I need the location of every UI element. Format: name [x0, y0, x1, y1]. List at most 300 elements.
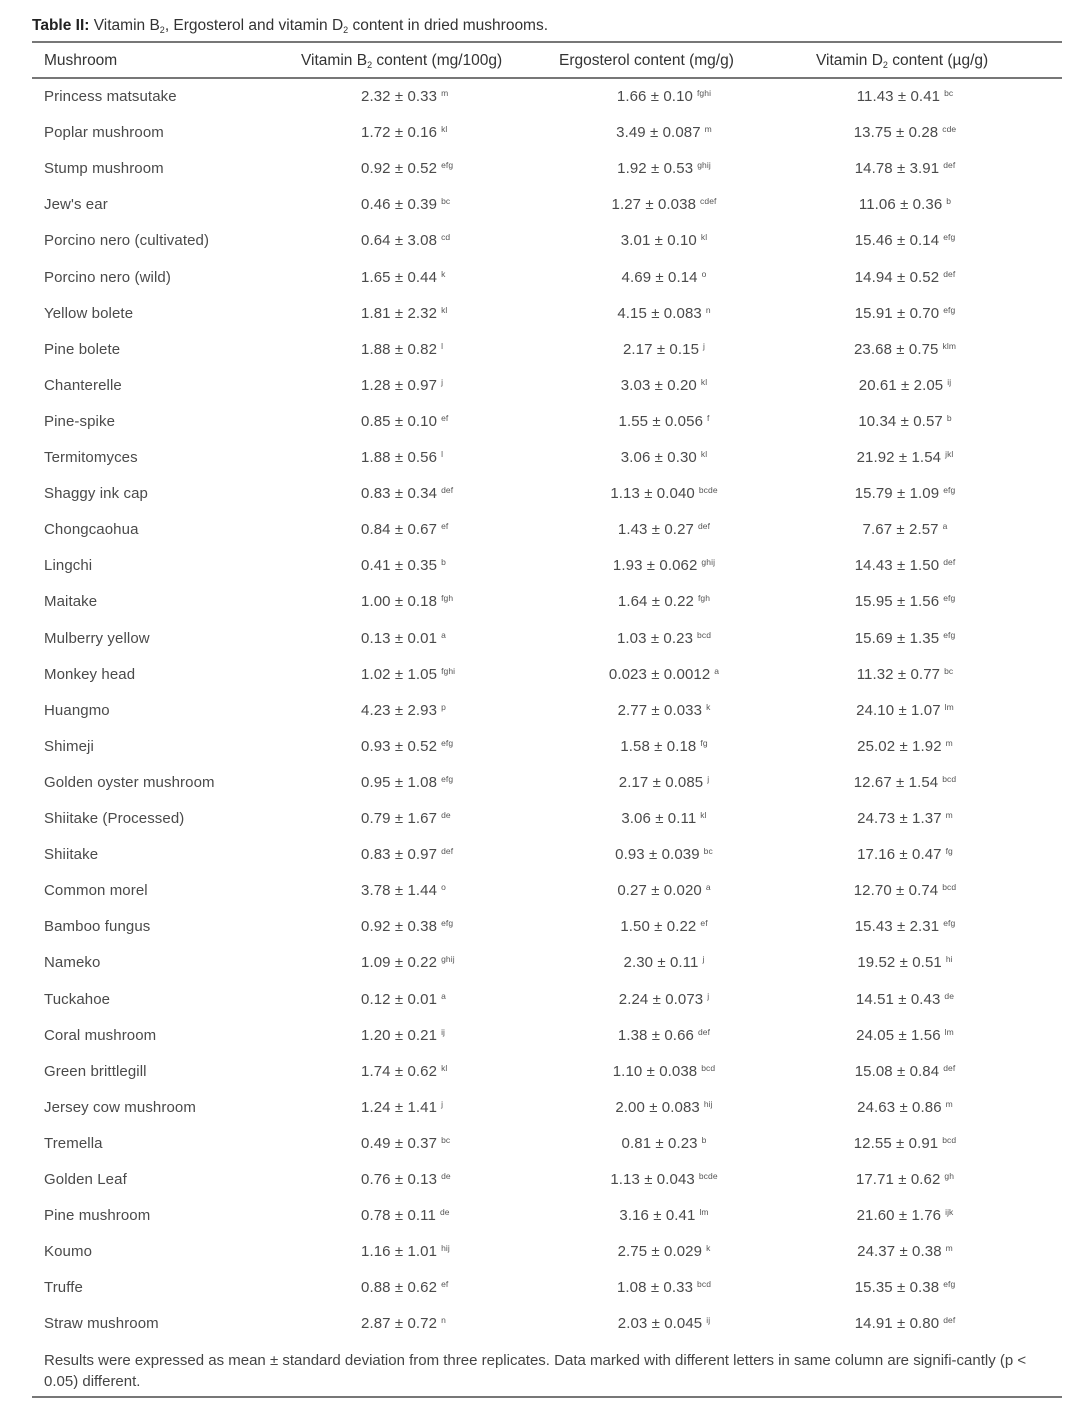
cell-ergosterol-significance-letters: kl [700, 810, 707, 820]
table-row [0, 333, 1080, 369]
cell-mushroom-name [44, 1099, 196, 1116]
cell-ergosterol-value: 2.03 ± 0.045 [617, 1315, 703, 1333]
cell-ergosterol [559, 557, 769, 574]
cell-vitamin-b2-value: 0.83 ± 0.97 [361, 846, 438, 864]
cell-vitamin-b2-significance-letters: kl [441, 304, 448, 315]
cell-vitamin-b2 [361, 1099, 443, 1116]
cell-vitamin-d2-value: 14.43 ± 1.50 [854, 557, 940, 575]
cell-mushroom-name [44, 1315, 159, 1332]
cell-vitamin-b2 [361, 305, 447, 322]
cell-vitamin-b2-significance-letters: n [441, 1315, 446, 1326]
cell-vitamin-d2-significance-letters: def [943, 1315, 956, 1326]
cell-vitamin-b2-value: 0.78 ± 0.11 [361, 1207, 436, 1225]
table-row [0, 694, 1080, 730]
cell-mushroom-name [44, 630, 150, 647]
cell-vitamin-b2-value: 4.23 ± 2.93 [361, 701, 438, 719]
cell-vitamin-b2-value: 1.72 ± 0.16 [361, 124, 438, 142]
cell-vitamin-b2 [361, 1279, 448, 1296]
cell-mushroom-name-value: Monkey head [44, 665, 136, 683]
cell-vitamin-d2-value: 14.51 ± 0.43 [855, 990, 941, 1008]
cell-mushroom-name-value: Shiitake [44, 846, 99, 864]
cell-ergosterol [559, 232, 769, 249]
cell-vitamin-d2-significance-letters: def [943, 1062, 956, 1073]
table-row [0, 1307, 1080, 1343]
cell-vitamin-d2-significance-letters: efg [943, 304, 956, 315]
cell-vitamin-b2 [361, 341, 443, 358]
cell-vitamin-d2-value: 20.61 ± 2.05 [858, 376, 944, 394]
cell-mushroom-name-value: Koumo [44, 1243, 93, 1261]
table-caption [32, 17, 1062, 35]
cell-vitamin-b2 [361, 846, 453, 863]
cell-vitamin-d2-value: 15.95 ± 1.56 [854, 593, 940, 611]
table-row [0, 1127, 1080, 1163]
cell-mushroom-name-value: Pine-spike [44, 412, 116, 430]
cell-ergosterol-value: 2.75 ± 0.029 [617, 1243, 703, 1261]
cell-ergosterol [559, 413, 769, 430]
cell-vitamin-d2 [810, 413, 1000, 430]
cell-vitamin-b2-value: 0.76 ± 0.13 [361, 1171, 438, 1188]
cell-vitamin-d2-significance-letters: fg [945, 846, 953, 857]
cell-vitamin-d2 [810, 630, 1000, 647]
cell-ergosterol [559, 305, 769, 322]
header-b2-text: Vitamin B [301, 52, 368, 69]
cell-vitamin-b2-significance-letters: efg [441, 918, 454, 929]
cell-ergosterol-significance-letters: bcd [697, 629, 712, 640]
cell-vitamin-b2-significance-letters: bc [441, 196, 451, 207]
cell-ergosterol [559, 1315, 769, 1332]
table-row [0, 405, 1080, 441]
cell-ergosterol [559, 485, 769, 502]
cell-vitamin-b2 [361, 521, 448, 538]
cell-vitamin-d2 [810, 774, 1000, 791]
cell-vitamin-b2-value: 1.24 ± 1.41 [361, 1098, 438, 1116]
cell-vitamin-b2-significance-letters: ef [441, 521, 449, 532]
cell-mushroom-name [44, 557, 92, 574]
cell-vitamin-d2-significance-letters: def [943, 557, 956, 568]
cell-vitamin-b2-value: 0.41 ± 0.35 [361, 557, 438, 575]
cell-mushroom-name-value: Shaggy ink cap [44, 485, 148, 503]
cell-vitamin-d2 [810, 918, 1000, 935]
cell-vitamin-d2-significance-letters: b [946, 412, 952, 423]
cell-ergosterol-significance-letters: fgh [697, 593, 711, 604]
cell-mushroom-name [44, 232, 209, 249]
cell-vitamin-b2 [361, 124, 447, 141]
header-d2-text: Vitamin D [816, 52, 883, 69]
cell-ergosterol-value: 1.03 ± 0.23 [616, 629, 694, 647]
cell-vitamin-d2-value: 23.68 ± 0.75 [853, 340, 939, 358]
cell-vitamin-b2-value: 0.92 ± 0.52 [361, 160, 438, 178]
cell-vitamin-b2 [361, 269, 445, 286]
cell-vitamin-d2-value: 11.43 ± 0.41 [856, 88, 941, 105]
cell-mushroom-name [44, 666, 135, 683]
cell-vitamin-d2-significance-letters: ij [947, 376, 952, 387]
cell-ergosterol [559, 1063, 769, 1080]
cell-ergosterol-value: 4.15 ± 0.083 [617, 304, 702, 322]
cell-vitamin-d2 [810, 232, 1000, 249]
cell-mushroom-name-value: Shimeji [44, 737, 94, 755]
cell-vitamin-b2-value: 1.00 ± 0.18 [361, 593, 438, 611]
cell-ergosterol-significance-letters: b [701, 1134, 707, 1145]
cell-mushroom-name-value: Termitomyces [44, 449, 138, 466]
cell-ergosterol-value: 0.93 ± 0.039 [615, 846, 700, 864]
cell-ergosterol [559, 882, 769, 899]
cell-vitamin-d2 [810, 666, 1000, 683]
cell-vitamin-d2-significance-letters: bcd [942, 773, 957, 784]
cell-ergosterol-value: 1.50 ± 0.22 [620, 918, 697, 936]
cell-vitamin-d2-value: 14.94 ± 0.52 [854, 268, 940, 286]
cell-vitamin-d2-value: 15.79 ± 1.09 [854, 485, 940, 503]
cell-mushroom-name [44, 1027, 156, 1044]
header-b2-unit: content (mg/100g) [372, 52, 503, 69]
cell-vitamin-b2-value: 1.88 ± 0.82 [361, 340, 438, 358]
cell-vitamin-b2-significance-letters: efg [441, 737, 454, 748]
cell-mushroom-name [44, 485, 148, 502]
cell-vitamin-b2-significance-letters: hij [441, 1243, 450, 1254]
cell-ergosterol-significance-letters: ef [700, 918, 708, 929]
cell-vitamin-d2-significance-letters: bcd [942, 882, 957, 893]
cell-vitamin-b2-value: 1.28 ± 0.97 [361, 376, 438, 394]
cell-vitamin-d2-significance-letters: def [943, 268, 956, 279]
cell-mushroom-name-value: Stump mushroom [44, 160, 164, 178]
cell-ergosterol-significance-letters: j [707, 990, 710, 1001]
cell-vitamin-d2-value: 12.70 ± 0.74 [853, 882, 939, 900]
cell-ergosterol [559, 846, 769, 863]
cell-vitamin-d2 [810, 1279, 1000, 1296]
cell-vitamin-b2 [361, 88, 448, 105]
cell-vitamin-b2-value: 1.20 ± 0.21 [361, 1026, 438, 1044]
cell-ergosterol-value: 3.06 ± 0.11 [621, 810, 697, 827]
cell-vitamin-d2 [810, 269, 1000, 286]
cell-ergosterol [559, 449, 769, 466]
cell-mushroom-name [44, 1135, 103, 1152]
cell-ergosterol-significance-letters: fghi [696, 88, 712, 98]
cell-vitamin-b2 [361, 810, 451, 827]
table-row [0, 477, 1080, 513]
cell-vitamin-d2-significance-letters: bc [944, 665, 954, 676]
cell-ergosterol-significance-letters: kl [700, 376, 708, 387]
cell-vitamin-b2-value: 0.49 ± 0.37 [361, 1134, 438, 1152]
cell-vitamin-d2-significance-letters: de [944, 990, 955, 1001]
cell-ergosterol [559, 1099, 769, 1116]
cell-vitamin-d2-value: 24.37 ± 0.38 [857, 1243, 942, 1261]
table-header-rule [32, 77, 1062, 79]
cell-vitamin-d2-significance-letters: m [945, 1098, 953, 1109]
table-row [0, 1091, 1080, 1127]
table-row [0, 802, 1080, 838]
cell-vitamin-b2-significance-letters: bc [441, 1134, 451, 1145]
cell-ergosterol-value: 1.10 ± 0.038 [612, 1062, 698, 1080]
cell-ergosterol-significance-letters: j [702, 954, 705, 965]
cell-ergosterol [559, 918, 769, 935]
table-row [0, 369, 1080, 405]
cell-vitamin-b2-significance-letters: ef [441, 412, 449, 423]
cell-ergosterol-value: 1.92 ± 0.53 [617, 160, 694, 178]
cell-mushroom-name-value: Mulberry yellow [44, 629, 150, 647]
cell-mushroom-name-value: Bamboo fungus [44, 918, 151, 936]
table-row [0, 261, 1080, 297]
cell-ergosterol [559, 377, 769, 394]
header-mushroom: Mushroom [44, 52, 118, 69]
cell-ergosterol-significance-letters: n [705, 304, 711, 315]
cell-ergosterol-value: 2.17 ± 0.085 [618, 773, 704, 791]
cell-ergosterol [559, 124, 769, 141]
cell-ergosterol-significance-letters: ghij [697, 160, 711, 171]
table-row [0, 188, 1080, 224]
cell-mushroom-name-value: Jersey cow mushroom [44, 1098, 196, 1116]
cell-vitamin-b2-significance-letters: def [441, 485, 454, 496]
cell-vitamin-b2-significance-letters: de [441, 810, 451, 820]
header-d2-unit: content (µg/g) [887, 52, 989, 69]
cell-vitamin-b2-value: 0.46 ± 0.39 [361, 196, 438, 214]
cell-vitamin-d2-value: 14.78 ± 3.91 [854, 160, 940, 178]
cell-ergosterol-significance-letters: fg [700, 737, 708, 748]
cell-mushroom-name-value: Yellow bolete [44, 304, 134, 322]
table-row [0, 224, 1080, 260]
cell-vitamin-d2-value: 11.06 ± 0.36 [858, 196, 943, 214]
cell-ergosterol-value: 3.03 ± 0.20 [620, 376, 697, 394]
cell-vitamin-d2-significance-letters: def [943, 160, 956, 171]
cell-mushroom-name [44, 449, 138, 466]
caption-label: Table II: [32, 17, 90, 34]
cell-ergosterol-value: 3.06 ± 0.30 [620, 449, 697, 466]
caption-text-1: Vitamin B [93, 17, 160, 34]
cell-mushroom-name [44, 1207, 150, 1224]
cell-ergosterol [559, 160, 769, 177]
cell-vitamin-d2-value: 21.60 ± 1.76 [856, 1207, 942, 1225]
cell-vitamin-d2 [810, 1207, 1000, 1224]
cell-vitamin-d2-significance-letters: jkl [945, 449, 954, 459]
cell-ergosterol-value: 1.66 ± 0.10 [616, 88, 693, 105]
cell-mushroom-name-value: Pine bolete [44, 340, 121, 358]
header-d2-sub: 2 [882, 60, 888, 70]
cell-ergosterol-value: 1.38 ± 0.66 [617, 1026, 694, 1044]
cell-vitamin-b2-significance-letters: kl [441, 1062, 448, 1073]
header-vitamin-d2 [816, 52, 988, 70]
cell-mushroom-name-value: Princess matsutake [44, 88, 177, 105]
cell-vitamin-d2 [810, 702, 1000, 719]
cell-vitamin-b2-significance-letters: kl [441, 124, 448, 135]
cell-ergosterol-significance-letters: bcde [698, 1171, 718, 1181]
header-ergosterol: Ergosterol content (mg/g) [559, 52, 734, 69]
cell-mushroom-name-value: Chongcaohua [44, 521, 139, 539]
cell-vitamin-d2-significance-letters: efg [943, 918, 956, 929]
cell-vitamin-b2-value: 0.92 ± 0.38 [361, 918, 438, 936]
cell-vitamin-d2-significance-letters: cde [942, 124, 957, 135]
table-row [0, 910, 1080, 946]
cell-mushroom-name [44, 702, 110, 719]
cell-ergosterol-significance-letters: def [697, 1026, 711, 1037]
cell-ergosterol-significance-letters: kl [700, 449, 708, 459]
cell-mushroom-name-value: Coral mushroom [44, 1026, 157, 1044]
cell-ergosterol [559, 954, 769, 971]
cell-ergosterol-significance-letters: k [706, 1243, 711, 1254]
table-row [0, 1271, 1080, 1307]
caption-text-3: content in dried mushrooms. [348, 17, 549, 34]
cell-vitamin-b2 [361, 377, 443, 394]
cell-vitamin-b2 [361, 449, 443, 466]
cell-vitamin-b2 [361, 413, 448, 430]
cell-ergosterol [559, 341, 769, 358]
cell-vitamin-d2-significance-letters: efg [943, 1279, 956, 1290]
cell-vitamin-b2-significance-letters: o [441, 882, 446, 893]
table-row [0, 1019, 1080, 1055]
cell-ergosterol-value: 0.023 ± 0.0012 [608, 665, 711, 683]
cell-vitamin-d2-significance-letters: efg [943, 232, 956, 243]
cell-vitamin-d2-significance-letters: m [945, 737, 953, 748]
cell-vitamin-d2 [810, 305, 1000, 322]
cell-vitamin-b2-significance-letters: a [441, 629, 446, 640]
cell-ergosterol-significance-letters: a [705, 882, 711, 893]
cell-mushroom-name [44, 810, 184, 827]
cell-mushroom-name [44, 882, 148, 899]
cell-vitamin-b2-significance-letters: ef [441, 1279, 449, 1290]
cell-ergosterol [559, 1135, 769, 1152]
cell-vitamin-b2 [361, 954, 455, 971]
cell-vitamin-d2-value: 12.67 ± 1.54 [853, 773, 939, 791]
cell-ergosterol-significance-letters: lm [699, 1207, 709, 1218]
cell-vitamin-d2 [810, 196, 1000, 213]
cell-vitamin-b2 [361, 630, 446, 647]
cell-vitamin-b2 [361, 1063, 447, 1080]
cell-vitamin-b2 [361, 1315, 446, 1332]
cell-mushroom-name-value: Lingchi [44, 557, 93, 575]
cell-vitamin-b2-value: 0.12 ± 0.01 [361, 990, 438, 1008]
cell-ergosterol-value: 1.43 ± 0.27 [617, 521, 694, 539]
table-row [0, 766, 1080, 802]
cell-vitamin-d2-significance-letters: hi [945, 954, 953, 965]
cell-vitamin-d2-value: 15.46 ± 0.14 [854, 232, 940, 250]
table-row [0, 549, 1080, 585]
cell-ergosterol [559, 196, 769, 213]
cell-vitamin-d2-value: 15.35 ± 0.38 [854, 1279, 940, 1297]
cell-ergosterol [559, 774, 769, 791]
cell-vitamin-b2-significance-letters: efg [441, 773, 454, 784]
cell-vitamin-b2-significance-letters: m [441, 88, 449, 98]
caption-sub-2: 2 [343, 25, 349, 35]
cell-mushroom-name [44, 1243, 92, 1260]
cell-ergosterol-value: 3.01 ± 0.10 [620, 232, 697, 250]
cell-mushroom-name [44, 160, 164, 177]
table-row [0, 1055, 1080, 1091]
cell-vitamin-b2-significance-letters: a [441, 990, 446, 1001]
cell-vitamin-d2-significance-letters: efg [943, 629, 956, 640]
cell-vitamin-b2-significance-letters: fgh [441, 593, 454, 604]
cell-vitamin-d2-value: 11.32 ± 0.77 [856, 665, 941, 683]
cell-ergosterol-value: 1.64 ± 0.22 [617, 593, 694, 611]
table-row [0, 116, 1080, 152]
cell-vitamin-d2 [810, 810, 1000, 827]
cell-vitamin-b2-value: 0.79 ± 1.67 [361, 810, 438, 827]
cell-vitamin-d2-value: 15.43 ± 2.31 [854, 918, 940, 936]
cell-ergosterol [559, 1279, 769, 1296]
cell-mushroom-name [44, 954, 100, 971]
cell-vitamin-b2-value: 1.65 ± 0.44 [361, 268, 438, 286]
cell-ergosterol-value: 1.58 ± 0.18 [620, 737, 697, 755]
cell-vitamin-b2 [361, 1135, 450, 1152]
cell-ergosterol [559, 702, 769, 719]
cell-ergosterol-value: 1.93 ± 0.062 [612, 557, 698, 575]
caption-text-2: , Ergosterol and vitamin D [164, 17, 344, 34]
cell-vitamin-d2-value: 24.73 ± 1.37 [857, 810, 942, 827]
cell-mushroom-name-value: Porcino nero (wild) [44, 268, 171, 286]
cell-vitamin-d2-value: 14.91 ± 0.80 [854, 1315, 940, 1333]
cell-vitamin-b2-significance-letters: l [441, 449, 444, 459]
cell-ergosterol [559, 1027, 769, 1044]
table-row [0, 1235, 1080, 1271]
cell-vitamin-d2 [810, 1063, 1000, 1080]
cell-mushroom-name-value: Truffe [44, 1279, 83, 1297]
caption-sub-1: 2 [159, 25, 165, 35]
cell-mushroom-name-value: Nameko [44, 954, 101, 972]
cell-ergosterol-significance-letters: cdef [700, 196, 717, 207]
cell-mushroom-name [44, 196, 108, 213]
cell-vitamin-d2 [810, 160, 1000, 177]
cell-ergosterol-significance-letters: j [707, 773, 710, 784]
cell-vitamin-d2-value: 24.10 ± 1.07 [856, 701, 941, 719]
cell-vitamin-b2 [361, 918, 453, 935]
cell-ergosterol-significance-letters: bcd [697, 1279, 712, 1290]
cell-vitamin-b2-significance-letters: de [439, 1207, 450, 1218]
cell-vitamin-b2 [361, 738, 453, 755]
cell-vitamin-b2-value: 0.95 ± 1.08 [361, 773, 438, 791]
cell-mushroom-name [44, 269, 171, 286]
cell-vitamin-d2-significance-letters: lm [944, 701, 954, 712]
cell-vitamin-b2-significance-letters: fghi [441, 665, 456, 676]
cell-ergosterol-value: 1.08 ± 0.33 [616, 1279, 694, 1297]
cell-vitamin-b2-value: 0.93 ± 0.52 [361, 737, 438, 755]
cell-vitamin-d2 [810, 846, 1000, 863]
cell-ergosterol [559, 630, 769, 647]
cell-ergosterol [559, 738, 769, 755]
cell-ergosterol-value: 3.16 ± 0.41 [619, 1207, 696, 1225]
cell-vitamin-d2 [810, 1135, 1000, 1152]
cell-mushroom-name [44, 413, 115, 430]
table-row [0, 1199, 1080, 1235]
cell-ergosterol-value: 2.77 ± 0.033 [617, 701, 703, 719]
table-row [0, 874, 1080, 910]
cell-vitamin-b2 [361, 666, 455, 683]
cell-ergosterol-significance-letters: a [714, 665, 720, 676]
cell-mushroom-name [44, 124, 164, 141]
cell-ergosterol [559, 521, 769, 538]
cell-ergosterol-value: 2.00 ± 0.083 [615, 1098, 700, 1116]
table-row [0, 983, 1080, 1019]
cell-vitamin-b2 [361, 557, 446, 574]
cell-vitamin-b2 [361, 196, 450, 213]
cell-vitamin-d2 [810, 1099, 1000, 1116]
cell-vitamin-d2 [810, 1027, 1000, 1044]
cell-vitamin-b2-significance-letters: j [441, 1098, 444, 1109]
cell-vitamin-b2 [361, 1027, 445, 1044]
cell-vitamin-b2 [361, 1171, 451, 1188]
table-row [0, 80, 1080, 116]
cell-vitamin-d2-value: 17.16 ± 0.47 [857, 846, 942, 864]
cell-vitamin-b2 [361, 1207, 450, 1224]
cell-vitamin-b2-value: 0.84 ± 0.67 [361, 521, 438, 539]
cell-vitamin-d2-significance-letters: m [945, 810, 953, 820]
table-row [0, 1163, 1080, 1199]
cell-ergosterol-value: 0.81 ± 0.23 [621, 1134, 698, 1152]
cell-vitamin-b2-significance-letters: b [441, 557, 446, 568]
cell-vitamin-d2 [810, 557, 1000, 574]
cell-vitamin-d2 [810, 449, 1000, 466]
table-row [0, 838, 1080, 874]
cell-ergosterol-significance-letters: f [707, 412, 710, 423]
cell-vitamin-d2 [810, 882, 1000, 899]
table-row [0, 730, 1080, 766]
cell-mushroom-name [44, 341, 120, 358]
cell-vitamin-d2-value: 19.52 ± 0.51 [857, 954, 942, 972]
